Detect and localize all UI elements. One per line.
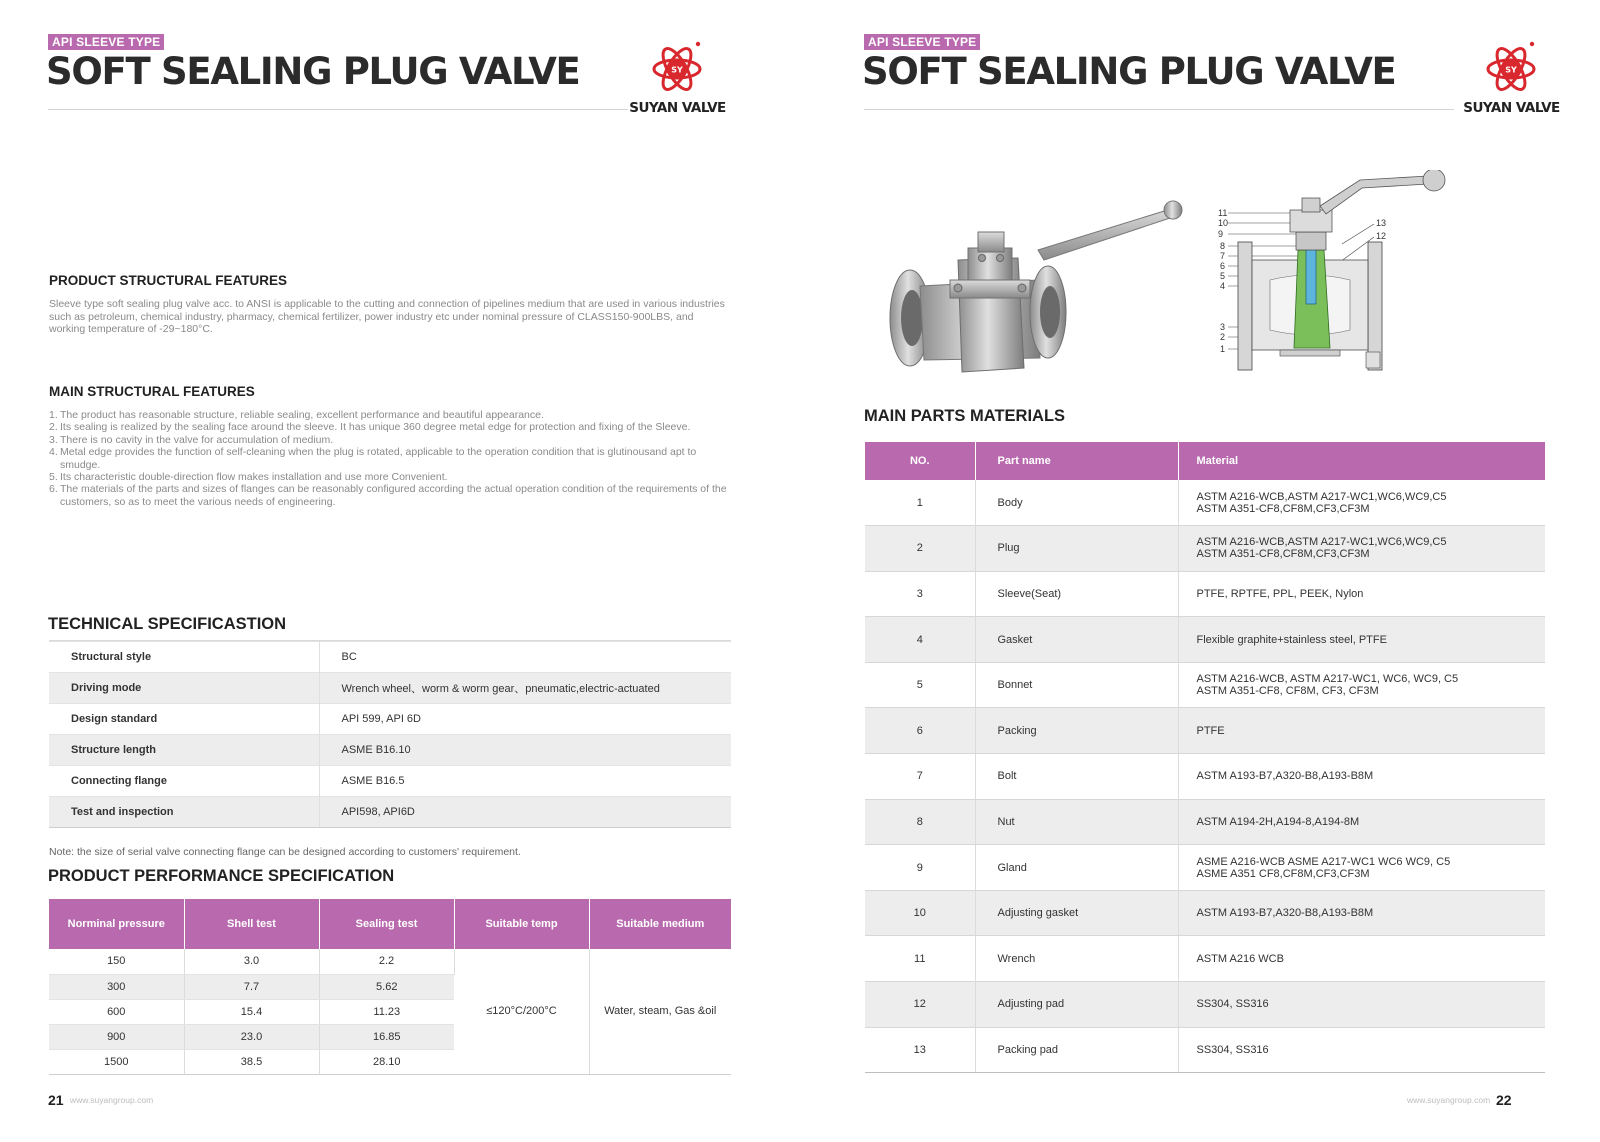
table-row: 12 Adjusting pad SS304, SS316	[865, 982, 1545, 1028]
right-page	[800, 0, 1600, 1142]
tech-spec-heading: TECHNICAL SPECIFICASTION	[48, 615, 287, 633]
table-row: 6 Packing PTFE	[865, 708, 1545, 754]
website-text: www.suyangroup.com	[1407, 1095, 1491, 1105]
table-header-row: Norminal pressure Shell test Sealing test Suitable temp Suitable medium	[49, 899, 731, 949]
list-item: 1. The product has reasonable structure, reliable sealing, excellent performance and beautiful appearance.	[49, 409, 544, 421]
svg-text:8: 8	[1220, 241, 1226, 251]
title-rule	[48, 109, 628, 110]
svg-text:9: 9	[1218, 229, 1224, 239]
brand-logo	[625, 38, 730, 120]
brand-logo	[1459, 38, 1564, 120]
table-row: 1500 38.5 28.10	[49, 1049, 731, 1074]
table-row: 1 Body ASTM A216-WCB,ASTM A217-WC1,WC6,WC9,C5 ASTM A351-CF8,CF8M,CF3,CF3M	[865, 480, 1545, 526]
table-header-row: NO. Part name Material	[865, 442, 1545, 480]
table-row: 2 Plug ASTM A216-WCB,ASTM A217-WC1,WC6,WC9,C5 ASTM A351-CF8,CF8M,CF3,CF3M	[865, 526, 1545, 572]
table-row: Design standard API 599, API 6D	[49, 704, 731, 735]
website-text: www.suyangroup.com	[70, 1095, 154, 1105]
svg-text:12: 12	[1376, 231, 1387, 241]
atom-logo-icon	[1485, 38, 1539, 96]
svg-text:7: 7	[1220, 251, 1226, 261]
table-row: 13 Packing pad SS304, SS316	[865, 1027, 1545, 1073]
brand-name: SUYAN VALVE	[1463, 100, 1560, 116]
table-row: Structure length ASME B16.10	[49, 735, 731, 766]
page-title: SOFT SEALING PLUG VALVE	[862, 50, 1396, 93]
title-rule	[864, 109, 1454, 110]
valve-photo	[888, 188, 1188, 398]
svg-text:4: 4	[1220, 281, 1226, 291]
suitable-medium: Water, steam, Gas &oil	[589, 949, 731, 1074]
valve-section-drawing	[1210, 170, 1510, 395]
list-item: 4. Metal edge provides the function of self-cleaning when the plug is rotated, applicable to the operation condition that is glutinousand apt to smudge.	[49, 446, 697, 471]
logo-badge-text: SY	[1505, 65, 1517, 75]
table-row: Test and inspection API598, API6D	[49, 797, 731, 828]
svg-text:3: 3	[1220, 322, 1226, 332]
type-tag: API SLEEVE TYPE	[48, 34, 164, 50]
list-item: 6. The materials of the parts and sizes of flanges can be reasonably configured according the actual operation condition of the requirements of the customers, so as to meet the various needs of engineering.	[49, 483, 727, 508]
page-number: 21	[48, 1092, 64, 1108]
table-row: 4 Gasket Flexible graphite+stainless steel, PTFE	[865, 617, 1545, 663]
page-title: SOFT SEALING PLUG VALVE	[46, 50, 580, 93]
table-row: Driving mode Wrench wheel、worm & worm gear、pneumatic,electric-actuated	[49, 673, 731, 704]
product-features-heading: PRODUCT STRUCTURAL FEATURES	[49, 273, 287, 288]
type-tag: API SLEEVE TYPE	[864, 34, 980, 50]
performance-table	[49, 899, 731, 1075]
svg-text:10: 10	[1218, 218, 1229, 228]
table-row: Structural style BC	[49, 642, 731, 673]
list-item: 3. There is no cavity in the valve for accumulation of medium.	[49, 433, 334, 446]
parts-materials-table	[865, 442, 1545, 1073]
svg-text:2: 2	[1220, 332, 1226, 342]
page-number: 22	[1496, 1092, 1512, 1108]
table-row: 7 Bolt ASTM A193-B7,A320-B8,A193-B8M	[865, 754, 1545, 800]
main-features-heading: MAIN STRUCTURAL FEATURES	[49, 384, 255, 399]
table-row: 5 Bonnet ASTM A216-WCB, ASTM A217-WC1, WC6, WC9, C5 ASTM A351-CF8, CF8M, CF3, CF3M	[865, 662, 1545, 708]
table-row: 10 Adjusting gasket ASTM A193-B7,A320-B8,A193-B8M	[865, 890, 1545, 936]
main-features-list	[49, 409, 729, 508]
performance-heading: PRODUCT PERFORMANCE SPECIFICATION	[48, 867, 395, 885]
tech-spec-table	[49, 641, 731, 828]
list-item: 2. Its sealing is realized by the sealing face around the sleeve. It has unique 360 degree metal edge for protection and fixing of the Sleeve.	[49, 421, 691, 434]
table-row: 8 Nut ASTM A194-2H,A194-8,A194-8M	[865, 799, 1545, 845]
svg-text:5: 5	[1220, 271, 1226, 281]
table-row: 3 Sleeve(Seat) PTFE, RPTFE, PPL, PEEK, Nylon	[865, 571, 1545, 617]
svg-text:11: 11	[1218, 208, 1228, 218]
suitable-temp: ≤120°C/200°C	[454, 949, 589, 1074]
parts-heading: MAIN PARTS MATERIALS	[864, 407, 1066, 425]
atom-logo-icon	[651, 38, 705, 96]
logo-badge-text: SY	[671, 65, 683, 75]
brand-name: SUYAN VALVE	[629, 100, 726, 116]
svg-text:1: 1	[1220, 344, 1226, 354]
table-row: 600 15.4 11.23	[49, 999, 731, 1024]
table-row: 900 23.0 16.85	[49, 1024, 731, 1049]
product-features-text: Sleeve type soft sealing plug valve acc. to ANSI is applicable to the cutting and connection of pipelines medium that are used in various industries such as petroleum, chemical industry, pharmacy, chemical fertilizer, power industry etc under nominal pressure of CLASS150-900LBS, and working temperature of -29~180°C.	[49, 298, 725, 335]
table-row: 300 7.7 5.62	[49, 974, 731, 999]
svg-text:6: 6	[1220, 261, 1226, 271]
table-row: 9 Gland ASME A216-WCB ASME A217-WC1 WC6 WC9, C5 ASME A351 CF8,CF8M,CF3,CF3M	[865, 845, 1545, 891]
svg-text:13: 13	[1376, 218, 1387, 228]
table-row: Connecting flange ASME B16.5	[49, 766, 731, 797]
flange-note: Note: the size of serial valve connecting flange can be designed according to customers' requirement.	[49, 846, 521, 858]
list-item: 5. Its characteristic double-direction flow makes installation and use more Convenient.	[49, 471, 448, 484]
table-row: 150 3.0 2.2 ≤120°C/200°C Water, steam, Gas &oil	[49, 949, 731, 974]
table-row: 11 Wrench ASTM A216 WCB	[865, 936, 1545, 982]
